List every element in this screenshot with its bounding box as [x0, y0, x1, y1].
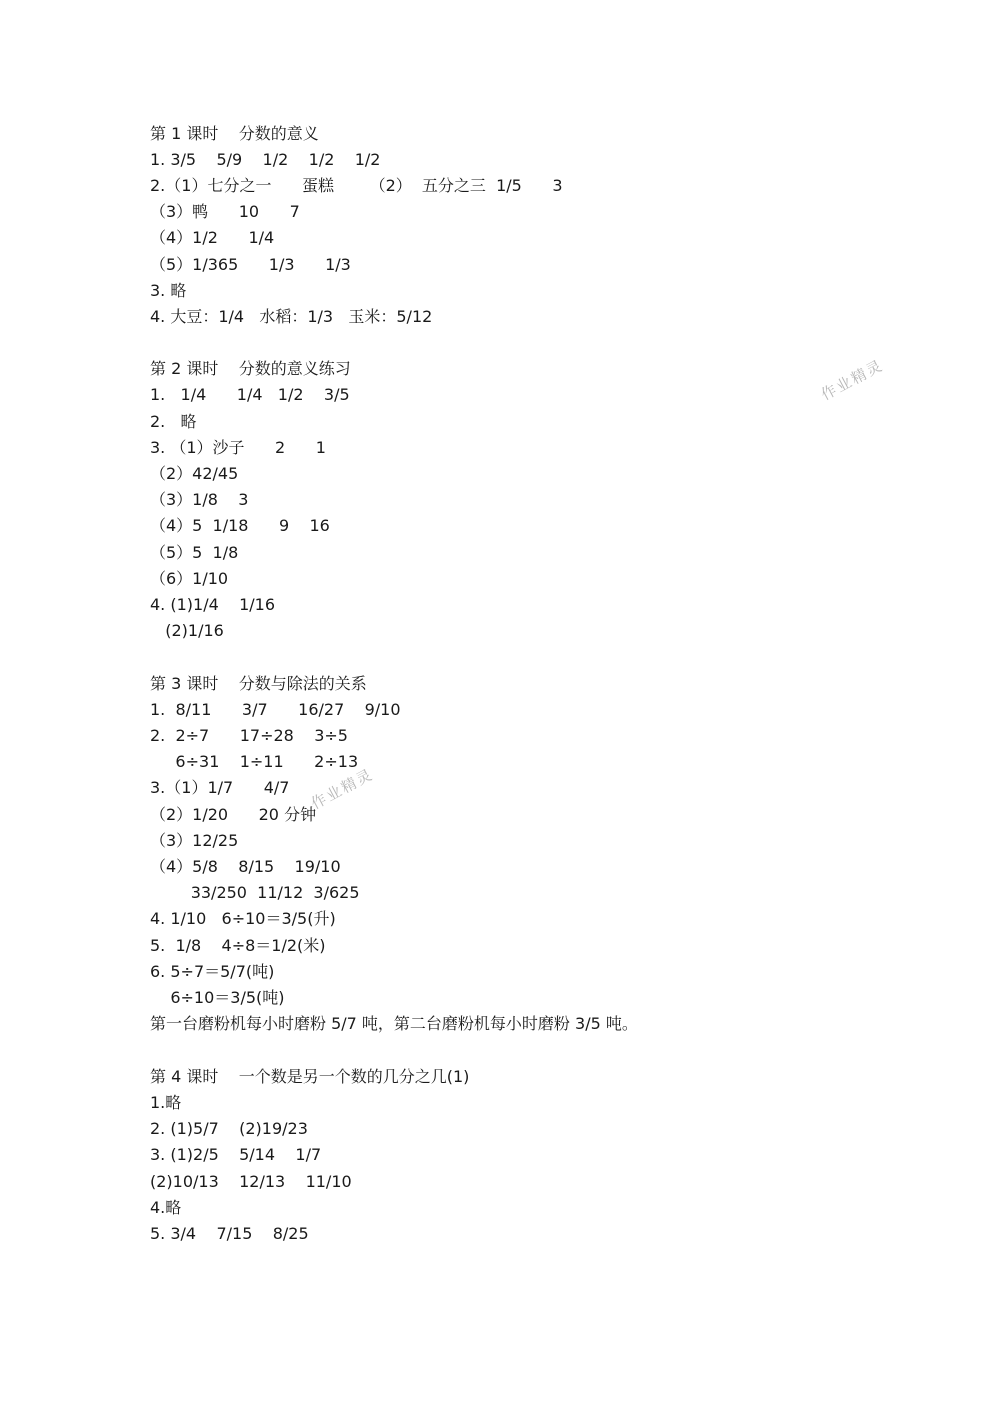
- section-3-line-9: 4. 1/10 6÷10＝3/5(升): [150, 909, 336, 928]
- section-3-line-1: 1. 8/11 3/7 16/27 9/10: [150, 700, 401, 719]
- section-3-line-5: （2）1/20 20 分钟: [150, 805, 317, 824]
- section-4-line-3: 3. (1)2/5 5/14 1/7: [150, 1145, 322, 1164]
- section-4-line-4: (2)10/13 12/13 11/10: [150, 1172, 352, 1191]
- section-4-line-5: 4.略: [150, 1198, 182, 1217]
- watermark: 作业精灵: [308, 765, 377, 813]
- section-2-line-9: 4. (1)1/4 1/16: [150, 595, 276, 614]
- section-4-title: 第 4 课时 一个数是另一个数的几分之几(1): [150, 1067, 470, 1086]
- section-1-line-1: 1. 3/5 5/9 1/2 1/2 1/2: [150, 150, 381, 169]
- section-3-line-8: 33/250 11/12 3/625: [150, 883, 360, 902]
- section-1-line-3: （3）鸭 10 7: [150, 202, 300, 221]
- section-3-title: 第 3 课时 分数与除法的关系: [150, 674, 367, 693]
- section-4-line-2: 2. (1)5/7 (2)19/23: [150, 1119, 308, 1138]
- watermark: 作业精灵: [818, 356, 887, 404]
- section-4-line-1: 1.略: [150, 1093, 182, 1112]
- section-2-line-5: （3）1/8 3: [150, 490, 249, 509]
- section-1-title: 第 1 课时 分数的意义: [150, 124, 319, 143]
- section-1-line-7: 4. 大豆：1/4 水稻：1/3 玉米：5/12: [150, 307, 433, 326]
- section-2-line-1: 1. 1/4 1/4 1/2 3/5: [150, 385, 350, 404]
- section-2-line-6: （4）5 1/18 9 16: [150, 516, 330, 535]
- section-2-line-4: （2）42/45: [150, 464, 239, 483]
- section-3-line-10: 5. 1/8 4÷8＝1/2(米): [150, 936, 326, 955]
- section-1-line-6: 3. 略: [150, 281, 187, 300]
- section-2-line-3: 3. （1）沙子 2 1: [150, 438, 326, 457]
- section-2-line-8: （6）1/10: [150, 569, 229, 588]
- section-3-line-3: 6÷31 1÷11 2÷13: [150, 752, 359, 771]
- section-3-line-13: 第一台磨粉机每小时磨粉 5/7 吨，第二台磨粉机每小时磨粉 3/5 吨。: [150, 1014, 638, 1033]
- section-3-line-12: 6÷10＝3/5(吨): [150, 988, 285, 1007]
- section-4-line-6: 5. 3/4 7/15 8/25: [150, 1224, 309, 1243]
- section-3-line-6: （3）12/25: [150, 831, 239, 850]
- section-1-line-2: 2.（1）七分之一 蛋糕 （2） 五分之三 1/5 3: [150, 176, 563, 195]
- section-3-line-7: （4）5/8 8/15 19/10: [150, 857, 341, 876]
- section-3-line-2: 2. 2÷7 17÷28 3÷5: [150, 726, 348, 745]
- section-2-title: 第 2 课时 分数的意义练习: [150, 359, 351, 378]
- section-3-line-4: 3.（1）1/7 4/7: [150, 778, 290, 797]
- section-3-line-11: 6. 5÷7＝5/7(吨): [150, 962, 275, 981]
- section-1-line-5: （5）1/365 1/3 1/3: [150, 255, 351, 274]
- section-2-line-10: (2)1/16: [150, 621, 224, 640]
- section-1-line-4: （4）1/2 1/4: [150, 228, 275, 247]
- section-2-line-7: （5）5 1/8: [150, 543, 239, 562]
- section-2-line-2: 2. 略: [150, 412, 197, 431]
